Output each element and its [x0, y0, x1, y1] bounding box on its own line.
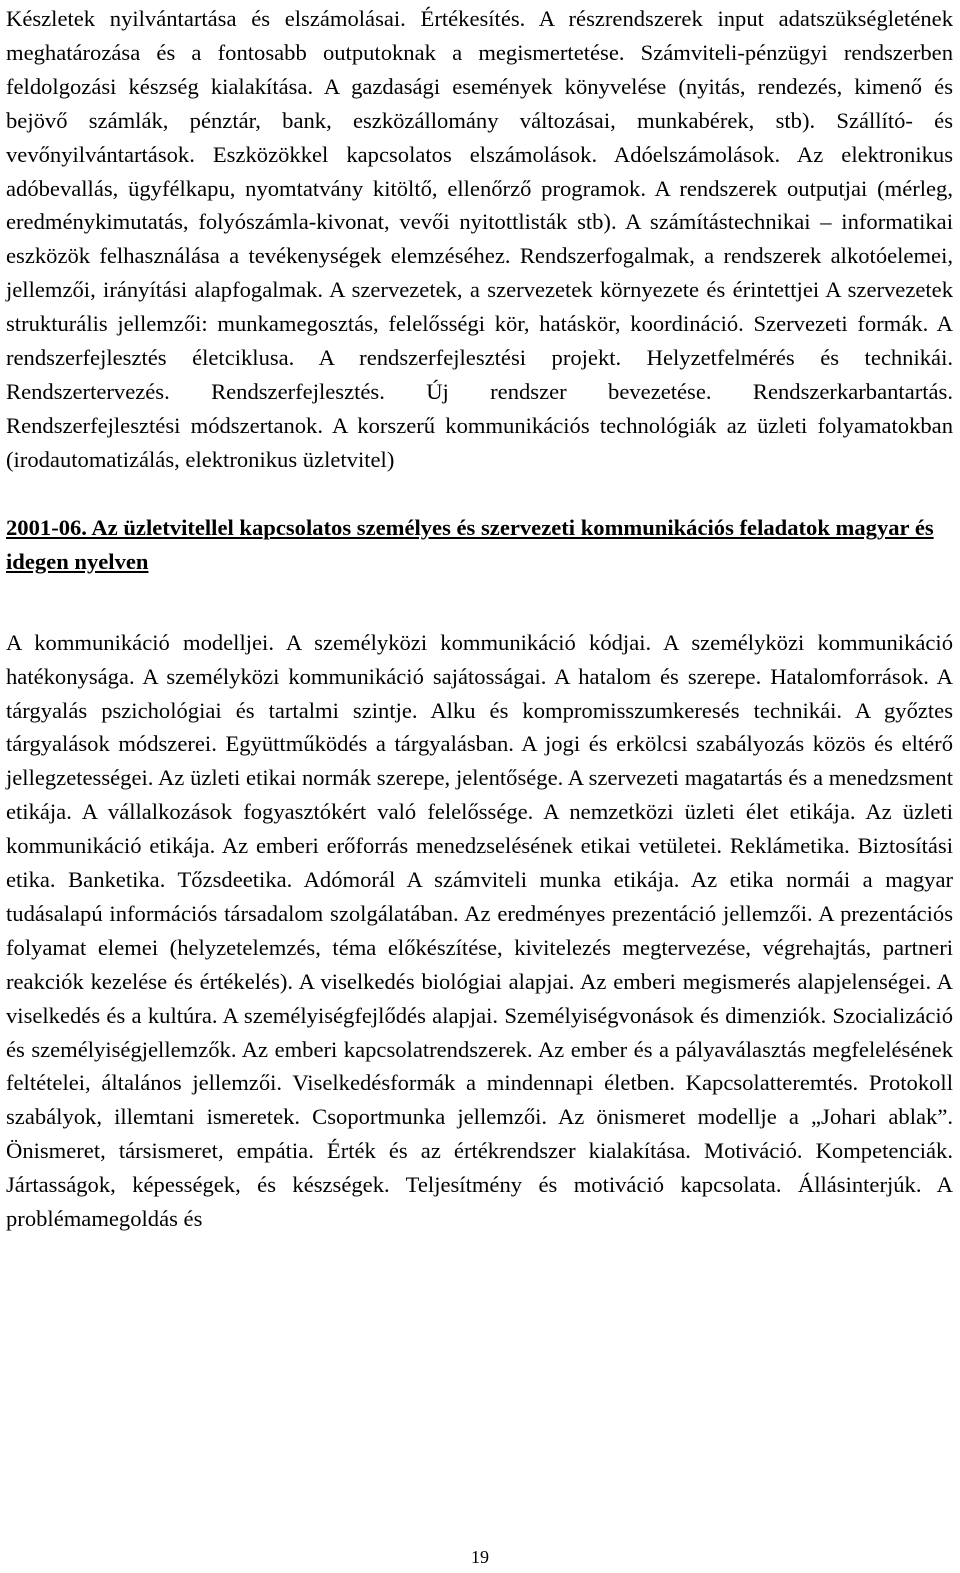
spacer — [6, 477, 953, 511]
body-paragraph-2: A kommunikáció modelljei. A személyközi kommunikáció kódjai. A személyközi kommunikáció hatékonysága. A személyközi kommunikáció sajátosságai. A hatalom és szerepe. Hatalomforrások. A tárgyalás pszichológiai és tartalmi szintje. Alku és kompromisszumkeresés technikái. A győztes tárgyalások módszerei. Együttműködés a tárgyalásban. A jogi és erkölcsi szabályozás közös és eltérő jellegzetességei. Az üzleti etikai normák szerepe, jelentősége. A szervezeti magatartás és a menedzsment etikája. A vállalkozások fogyasztókért való felelőssége. A nemzetközi üzleti élet etikája. Az üzleti kommunikáció etikája. Az emberi erőforrás menedzselésének etikai vetületei. Reklámetika. Biztosítási etika. Banketika. Tőzsdeetika. Adómorál A számviteli munka etikája. Az etika normái a magyar tudásalapú információs társadalom szolgálatában. Az eredményes prezentáció jellemzői. A prezentációs folyamat elemei (helyzetelemzés, téma előkészítése, kivitelezés megtervezése, végrehajtás, partneri reakciók kezelése és értékelés). A viselkedés biológiai alapjai. Az emberi megismerés alapjelenségei. A viselkedés és a kultúra. A személyiségfejlődés alapjai. Személyiségvonások és dimenziók. Szocializáció és személyiségjellemzők. Az emberi kapcsolatrendszerek. Az ember és a pályaválasztás megfelelésének feltételei, általános jellemzői. Viselkedésformák a mindennapi életben. Kapcsolatteremtés. Protokoll szabályok, illemtani ismeretek. Csoportmunka jellemzői. Az önismeret modellje a „Johari ablak”. Önismeret, társismeret, empátia. Érték és az értékrendszer kialakítása. Motiváció. Kompetenciák. Jártasságok, képességek, és készségek. Teljesítmény és motiváció kapcsolata. Állásinterjúk. A problémamegoldás és — [6, 629, 953, 1232]
document-page — [6, 2, 953, 1236]
spacer — [6, 579, 953, 626]
body-paragraph-1: Készletek nyilvántartása és elszámolásai. Értékesítés. A részrendszerek input adatszükségletének meghatározása és a fontosabb outputoknak a megismertetése. Számviteli-pénzügyi rendszerben feldolgozási készség kialakítása. A gazdasági események könyvelése (nyitás, rendezés, kimenő és bejövő számlák, pénztár, bank, eszközállomány változásai, munkabérek, stb). Szállító- és vevőnyilvántartások. Eszközökkel kapcsolatos elszámolások. Adóelszámolások. Az elektronikus adóbevallás, ügyfélkapu, nyomtatvány kitöltő, ellenőrző programok. A rendszerek outputjai (mérleg, eredménykimutatás, folyószámla-kivonat, vevői nyitottlisták stb). A számítástechnikai – informatikai eszközök felhasználása a tevékenységek elemzéséhez. Rendszerfogalmak, a rendszerek alkotóelemei, jellemzői, irányítási alapfogalmak. A szervezetek, a szervezetek környezete és érintettjei A szervezetek strukturális jellemzői: munkamegosztás, felelősségi kör, hatáskör, koordináció. Szervezeti formák. A rendszerfejlesztés életciklusa. A rendszerfejlesztési projekt. Helyzetfelmérés és technikái. Rendszertervezés. Rendszerfejlesztés. Új rendszer bevezetése. Rendszerkarbantartás. Rendszerfejlesztési módszertanok. A korszerű kommunikációs technológiák az üzleti folyamatokban (irodautomatizálás, elektronikus üzletvitel) — [6, 6, 953, 472]
section-heading: 2001-06. Az üzletvitellel kapcsolatos személyes és szervezeti kommunikációs feladatok magyar és idegen nyelven — [6, 514, 934, 574]
page-number: 19 — [471, 1547, 489, 1567]
